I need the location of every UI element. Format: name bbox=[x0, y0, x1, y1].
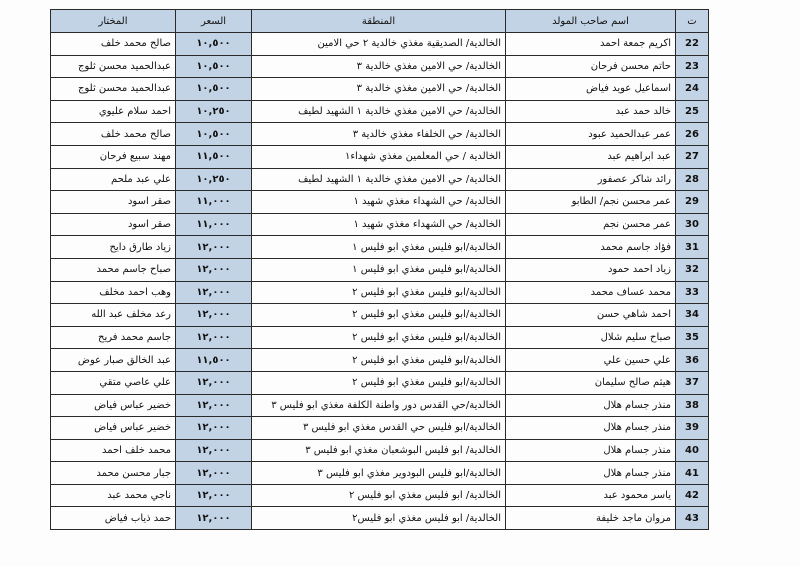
table-row bbox=[51, 484, 709, 507]
row-number: 42 bbox=[676, 484, 709, 507]
mukhtar-cell: علي عبد ملحم bbox=[51, 168, 176, 191]
owner-name-cell: صباح سليم شلال bbox=[506, 326, 676, 349]
table-row bbox=[51, 394, 709, 417]
row-number: 37 bbox=[676, 371, 709, 394]
price-cell: ١٢,٠٠٠ bbox=[176, 236, 252, 259]
price-cell: ١٢,٠٠٠ bbox=[176, 484, 252, 507]
price-cell: ١٠,٢٥٠ bbox=[176, 168, 252, 191]
area-cell: الخالدية/ابو فليس مغذي ابو فليس ١ bbox=[252, 236, 506, 259]
mukhtar-cell: علي عاصي متقي bbox=[51, 371, 176, 394]
price-cell: ١٢,٠٠٠ bbox=[176, 507, 252, 530]
row-number: 30 bbox=[676, 213, 709, 236]
row-number: 26 bbox=[676, 123, 709, 146]
mukhtar-cell: خضير عباس فياض bbox=[51, 394, 176, 417]
price-cell: ١٢,٠٠٠ bbox=[176, 439, 252, 462]
area-cell: الخالدية/ حي الامين مغذي خالدية ٣ bbox=[252, 78, 506, 101]
generator-owners-table bbox=[50, 9, 709, 530]
owner-name-cell: اسماعيل عويد فياض bbox=[506, 78, 676, 101]
price-cell: ١٠,٥٠٠ bbox=[176, 33, 252, 56]
row-number: 34 bbox=[676, 304, 709, 327]
owner-name-cell: هيثم صالح سليمان bbox=[506, 371, 676, 394]
table-row bbox=[51, 304, 709, 327]
row-number: 27 bbox=[676, 145, 709, 168]
area-cell: الخالدية/ابو فليس مغذي ابو فليس ٢ bbox=[252, 326, 506, 349]
mukhtar-cell: جاسم محمد فريح bbox=[51, 326, 176, 349]
table-row bbox=[51, 462, 709, 485]
area-cell: الخالدية/ابو فليس حي القدس مغذي ابو فليس ٣ bbox=[252, 417, 506, 440]
table-row bbox=[51, 326, 709, 349]
mukhtar-cell: مهند سبيع فرحان bbox=[51, 145, 176, 168]
row-number: 22 bbox=[676, 33, 709, 56]
row-number: 25 bbox=[676, 100, 709, 123]
owner-name-cell: منذر جسام هلال bbox=[506, 417, 676, 440]
table-row bbox=[51, 349, 709, 372]
table-row bbox=[51, 55, 709, 78]
table-row bbox=[51, 78, 709, 101]
mukhtar-cell: عبد الخالق صبار عوض bbox=[51, 349, 176, 372]
price-cell: ١٢,٠٠٠ bbox=[176, 394, 252, 417]
mukhtar-cell: خضير عباس فياض bbox=[51, 417, 176, 440]
mukhtar-cell: صقر اسود bbox=[51, 213, 176, 236]
price-cell: ١٢,٠٠٠ bbox=[176, 417, 252, 440]
header-mukhtar: المختار bbox=[51, 10, 176, 33]
price-cell: ١١,٠٠٠ bbox=[176, 213, 252, 236]
mukhtar-cell: حمد ذياب فياض bbox=[51, 507, 176, 530]
table-body bbox=[51, 33, 709, 530]
area-cell: الخالدية/ حي الامين مغذي خالدية ١ الشهيد لطيف bbox=[252, 100, 506, 123]
row-number: 31 bbox=[676, 236, 709, 259]
price-cell: ١٢,٠٠٠ bbox=[176, 326, 252, 349]
area-cell: الخالدية/ ابو فليس البوشعبان مغذي ابو فليس ٣ bbox=[252, 439, 506, 462]
owner-name-cell: عبد ابراهيم عبد bbox=[506, 145, 676, 168]
table-row bbox=[51, 258, 709, 281]
header-area: المنطقة bbox=[252, 10, 506, 33]
area-cell: الخالدية/ابو فليس مغذي ابو فليس ٢ bbox=[252, 349, 506, 372]
price-cell: ١٢,٠٠٠ bbox=[176, 462, 252, 485]
area-cell: الخالدية/ الصديقية مغذي خالدية ٢ حي الامين bbox=[252, 33, 506, 56]
owner-name-cell: علي حسين علي bbox=[506, 349, 676, 372]
area-cell: الخالدية/ حي الشهداء مغذي شهيد ١ bbox=[252, 191, 506, 214]
table-row bbox=[51, 145, 709, 168]
area-cell: الخالدية/ابو فليس مغذي ابو فليس ٢ bbox=[252, 281, 506, 304]
table-row bbox=[51, 213, 709, 236]
owner-name-cell: خالد حمد عبد bbox=[506, 100, 676, 123]
owner-name-cell: مروان ماجد خليفة bbox=[506, 507, 676, 530]
table-row bbox=[51, 100, 709, 123]
owner-name-cell: اكريم جمعة احمد bbox=[506, 33, 676, 56]
price-cell: ١١,٠٠٠ bbox=[176, 191, 252, 214]
area-cell: الخالدية/ابو فليس مغذي ابو فليس ١ bbox=[252, 258, 506, 281]
price-cell: ١٠,٥٠٠ bbox=[176, 78, 252, 101]
price-cell: ١١,٥٠٠ bbox=[176, 349, 252, 372]
row-number: 40 bbox=[676, 439, 709, 462]
row-number: 38 bbox=[676, 394, 709, 417]
price-cell: ١٠,٥٠٠ bbox=[176, 123, 252, 146]
owner-name-cell: حاتم محسن فرحان bbox=[506, 55, 676, 78]
owner-name-cell: منذر جسام هلال bbox=[506, 462, 676, 485]
row-number: 41 bbox=[676, 462, 709, 485]
owner-name-cell: منذر جسام هلال bbox=[506, 394, 676, 417]
table-row bbox=[51, 33, 709, 56]
area-cell: الخالدية/ حي الخلفاء مغذي خالدية ٣ bbox=[252, 123, 506, 146]
table-row bbox=[51, 281, 709, 304]
owner-name-cell: احمد شاهي حسن bbox=[506, 304, 676, 327]
header-owner-name: اسم صاحب المولد bbox=[506, 10, 676, 33]
owner-name-cell: محمد عساف محمد bbox=[506, 281, 676, 304]
owner-name-cell: عمر محسن نجم bbox=[506, 213, 676, 236]
area-cell: الخالدية/ابو فليس البودوير مغذي ابو فليس ٣ bbox=[252, 462, 506, 485]
row-number: 23 bbox=[676, 55, 709, 78]
price-cell: ١٢,٠٠٠ bbox=[176, 258, 252, 281]
area-cell: الخالدية/ ابو فليس مغذي ابو فليس٢ bbox=[252, 507, 506, 530]
row-number: 28 bbox=[676, 168, 709, 191]
price-cell: ١١,٥٠٠ bbox=[176, 145, 252, 168]
table-row bbox=[51, 236, 709, 259]
mukhtar-cell: ناجي محمد عبد bbox=[51, 484, 176, 507]
table-row bbox=[51, 191, 709, 214]
area-cell: الخالدية/حي القدس دور واطنة الكلفة مغذي ابو فليس ٣ bbox=[252, 394, 506, 417]
mukhtar-cell: صالح محمد خلف bbox=[51, 33, 176, 56]
owner-name-cell: منذر جسام هلال bbox=[506, 439, 676, 462]
mukhtar-cell: رعد مخلف عبد الله bbox=[51, 304, 176, 327]
mukhtar-cell: عبدالحميد محسن ثلوج bbox=[51, 78, 176, 101]
mukhtar-cell: عبدالحميد محسن ثلوج bbox=[51, 55, 176, 78]
area-cell: الخالدية/ حي الامين مغذي خالدية ١ الشهيد لطيف bbox=[252, 168, 506, 191]
price-cell: ١٠,٢٥٠ bbox=[176, 100, 252, 123]
row-number: 39 bbox=[676, 417, 709, 440]
row-number: 35 bbox=[676, 326, 709, 349]
table-row bbox=[51, 123, 709, 146]
owner-name-cell: عمر محسن نجم/ الطابو bbox=[506, 191, 676, 214]
price-cell: ١٢,٠٠٠ bbox=[176, 281, 252, 304]
area-cell: الخالدية/ابو فليس مغذي ابو فليس ٢ bbox=[252, 371, 506, 394]
mukhtar-cell: صالح محمد خلف bbox=[51, 123, 176, 146]
area-cell: الخالدية / حي المعلمين مغذي شهداء١ bbox=[252, 145, 506, 168]
row-number: 33 bbox=[676, 281, 709, 304]
owner-name-cell: رائد شاكر عصفور bbox=[506, 168, 676, 191]
header-price: السعر bbox=[176, 10, 252, 33]
price-cell: ١٢,٠٠٠ bbox=[176, 371, 252, 394]
area-cell: الخالدية/ابو فليس مغذي ابو فليس ٢ bbox=[252, 304, 506, 327]
mukhtar-cell: جبار محسن محمد bbox=[51, 462, 176, 485]
area-cell: الخالدية/ حي الشهداء مغذي شهيد ١ bbox=[252, 213, 506, 236]
row-number: 29 bbox=[676, 191, 709, 214]
table-row bbox=[51, 439, 709, 462]
mukhtar-cell: زياد طارق دايح bbox=[51, 236, 176, 259]
table-row bbox=[51, 507, 709, 530]
area-cell: الخالدية/ ابو فليس مغذي ابو فليس ٢ bbox=[252, 484, 506, 507]
header-number: ت bbox=[676, 10, 709, 33]
table-row bbox=[51, 417, 709, 440]
row-number: 32 bbox=[676, 258, 709, 281]
owner-name-cell: فؤاد جاسم محمد bbox=[506, 236, 676, 259]
mukhtar-cell: محمد خلف احمد bbox=[51, 439, 176, 462]
mukhtar-cell: صباح جاسم محمد bbox=[51, 258, 176, 281]
table-row bbox=[51, 168, 709, 191]
mukhtar-cell: صقر اسود bbox=[51, 191, 176, 214]
mukhtar-cell: وهب احمد مخلف bbox=[51, 281, 176, 304]
area-cell: الخالدية/ حي الامين مغذي خالدية ٣ bbox=[252, 55, 506, 78]
row-number: 43 bbox=[676, 507, 709, 530]
price-cell: ١٠,٥٠٠ bbox=[176, 55, 252, 78]
owner-name-cell: عمر عبدالحميد عبود bbox=[506, 123, 676, 146]
row-number: 24 bbox=[676, 78, 709, 101]
mukhtar-cell: احمد سلام عليوي bbox=[51, 100, 176, 123]
row-number: 36 bbox=[676, 349, 709, 372]
table-row bbox=[51, 371, 709, 394]
owner-name-cell: ياسر محمود عبد bbox=[506, 484, 676, 507]
table-header-row bbox=[51, 10, 709, 33]
owner-name-cell: زياد احمد حمود bbox=[506, 258, 676, 281]
price-cell: ١٢,٠٠٠ bbox=[176, 304, 252, 327]
